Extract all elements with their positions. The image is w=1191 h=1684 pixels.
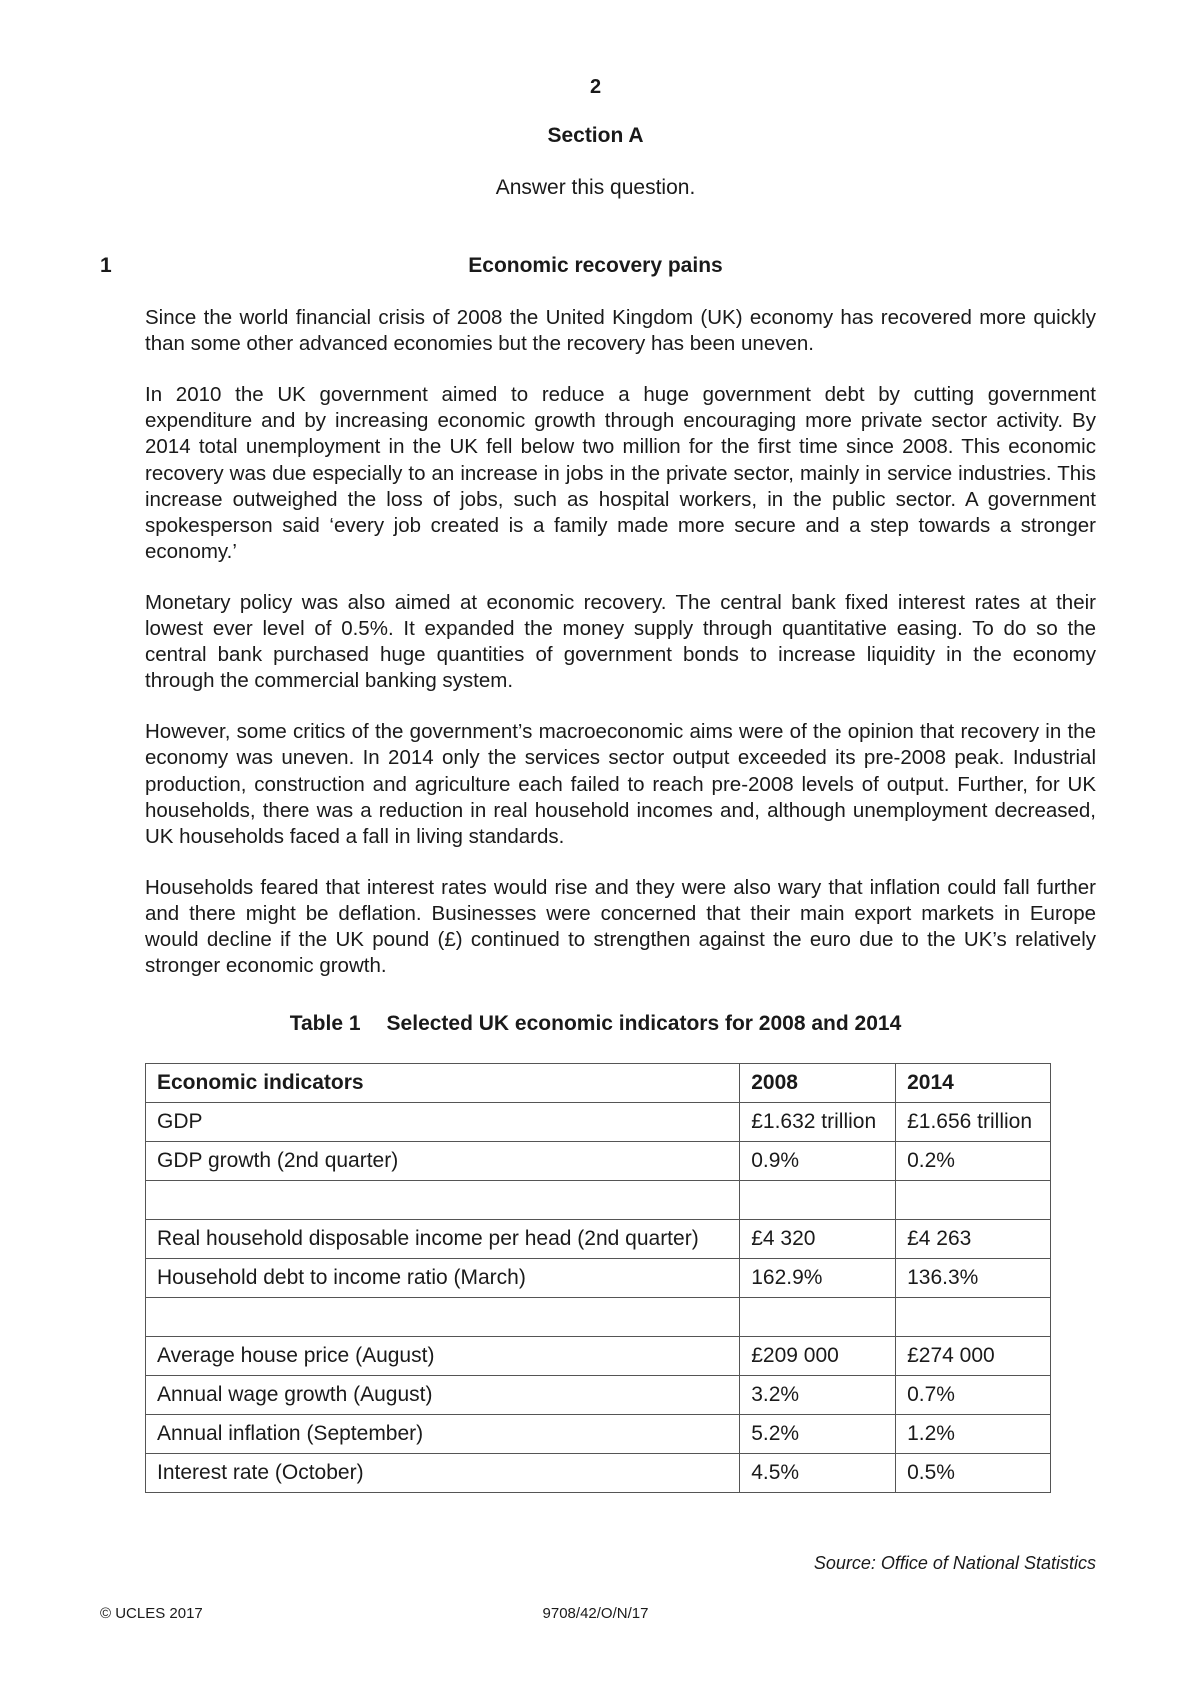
paragraph-4: However, some critics of the government’s macroeconomic aims were of the opinion that recovery in the economy was uneven. In 2014 only the services sector output exceeded its pre-2008 peak. Industrial production, construction and agriculture each failed to reach pre-2008 levels of output. Further, for UK households, there was a reduction in real household incomes and, although unemployment decreased, UK households faced a fall in living standards.: [145, 720, 1096, 848]
value-2014-cell: 1.2%: [896, 1415, 1051, 1454]
indicator-cell: Annual inflation (September): [146, 1415, 740, 1454]
table-row: [146, 1103, 1051, 1142]
indicator-cell: Average house price (August): [146, 1337, 740, 1376]
indicator-cell: [146, 1298, 740, 1337]
value-2008-cell: 162.9%: [740, 1259, 896, 1298]
paragraph-3: Monetary policy was also aimed at economic recovery. The central bank fixed interest rates at their lowest ever level of 0.5%. It expanded the money supply through quantitative easing. To do so the central bank purchased huge quantities of government bonds to increase liquidity in the economy through the commercial banking system.: [145, 590, 1096, 693]
table-source: Source: Office of National Statistics: [813, 1553, 1096, 1573]
value-2008-cell: 3.2%: [740, 1376, 896, 1415]
table-header-row: [146, 1064, 1051, 1103]
table-label: Table 1: [289, 1012, 361, 1035]
indicator-cell: Real household disposable income per head (2nd quarter): [146, 1220, 740, 1259]
value-2014-cell: £4 263: [896, 1220, 1051, 1259]
table-row: [146, 1337, 1051, 1376]
table-row: [146, 1142, 1051, 1181]
paragraph-2: In 2010 the UK government aimed to reduce a huge government debt by cutting government expenditure and by increasing economic growth through encouraging more private sector activity. By 2014 total unemployment in the UK fell below two million for the first time since 2008. This economic recovery was due especially to an increase in jobs in the private sector, mainly in service industries. This increase outweighed the loss of jobs, such as hospital workers, in the public sector. A government spokesperson said ‘every job created is a family made more secure and a step towards a stronger economy.’: [145, 382, 1096, 564]
header-2014: 2014: [896, 1064, 1051, 1103]
indicator-cell: Interest rate (October): [146, 1454, 740, 1493]
question-body: [145, 305, 1096, 1004]
value-2008-cell: £1.632 trillion: [740, 1103, 896, 1142]
page-number: 2: [589, 76, 602, 98]
value-2008-cell: [740, 1298, 896, 1337]
value-2014-cell: 0.7%: [896, 1376, 1051, 1415]
footer-copyright: © UCLES 2017: [100, 1605, 203, 1622]
table-row: [146, 1220, 1051, 1259]
economic-indicators-table: [145, 1063, 1051, 1493]
value-2014-cell: £1.656 trillion: [896, 1103, 1051, 1142]
indicator-cell: [146, 1181, 740, 1220]
value-2008-cell: £209 000: [740, 1337, 896, 1376]
value-2014-cell: £274 000: [896, 1337, 1051, 1376]
table-caption: [0, 1012, 1191, 1036]
value-2014-cell: [896, 1181, 1051, 1220]
value-2008-cell: 4.5%: [740, 1454, 896, 1493]
value-2014-cell: [896, 1298, 1051, 1337]
question-title: Economic recovery pains: [468, 254, 723, 277]
value-2014-cell: 0.2%: [896, 1142, 1051, 1181]
indicator-cell: Household debt to income ratio (March): [146, 1259, 740, 1298]
paragraph-5: Households feared that interest rates would rise and they were also wary that inflation could fall further and there might be deflation. Businesses were concerned that their main export markets in Europe would decline if the UK pound (£) continued to strengthen against the euro due to the UK’s relatively stronger economic growth.: [145, 875, 1096, 978]
value-2008-cell: £4 320: [740, 1220, 896, 1259]
value-2008-cell: 5.2%: [740, 1415, 896, 1454]
question-number: 1: [100, 254, 112, 277]
header-indicator: Economic indicators: [146, 1064, 740, 1103]
table-row: [146, 1259, 1051, 1298]
table-row: [146, 1454, 1051, 1493]
indicator-cell: GDP growth (2nd quarter): [146, 1142, 740, 1181]
table-row-empty: [146, 1298, 1051, 1337]
value-2008-cell: [740, 1181, 896, 1220]
instruction-text: Answer this question.: [495, 176, 696, 199]
table-row: [146, 1415, 1051, 1454]
table-row: [146, 1376, 1051, 1415]
footer-paper-code: 9708/42/O/N/17: [542, 1605, 649, 1622]
header-2008: 2008: [740, 1064, 896, 1103]
table-row-empty: [146, 1181, 1051, 1220]
value-2008-cell: 0.9%: [740, 1142, 896, 1181]
section-title: Section A: [547, 124, 644, 147]
indicator-cell: Annual wage growth (August): [146, 1376, 740, 1415]
indicator-cell: GDP: [146, 1103, 740, 1142]
value-2014-cell: 136.3%: [896, 1259, 1051, 1298]
paragraph-1: Since the world financial crisis of 2008 the United Kingdom (UK) economy has recovered more quickly than some other advanced economies but the recovery has been uneven.: [145, 306, 1096, 356]
table-title: Selected UK economic indicators for 2008 and 2014: [386, 1012, 902, 1035]
value-2014-cell: 0.5%: [896, 1454, 1051, 1493]
